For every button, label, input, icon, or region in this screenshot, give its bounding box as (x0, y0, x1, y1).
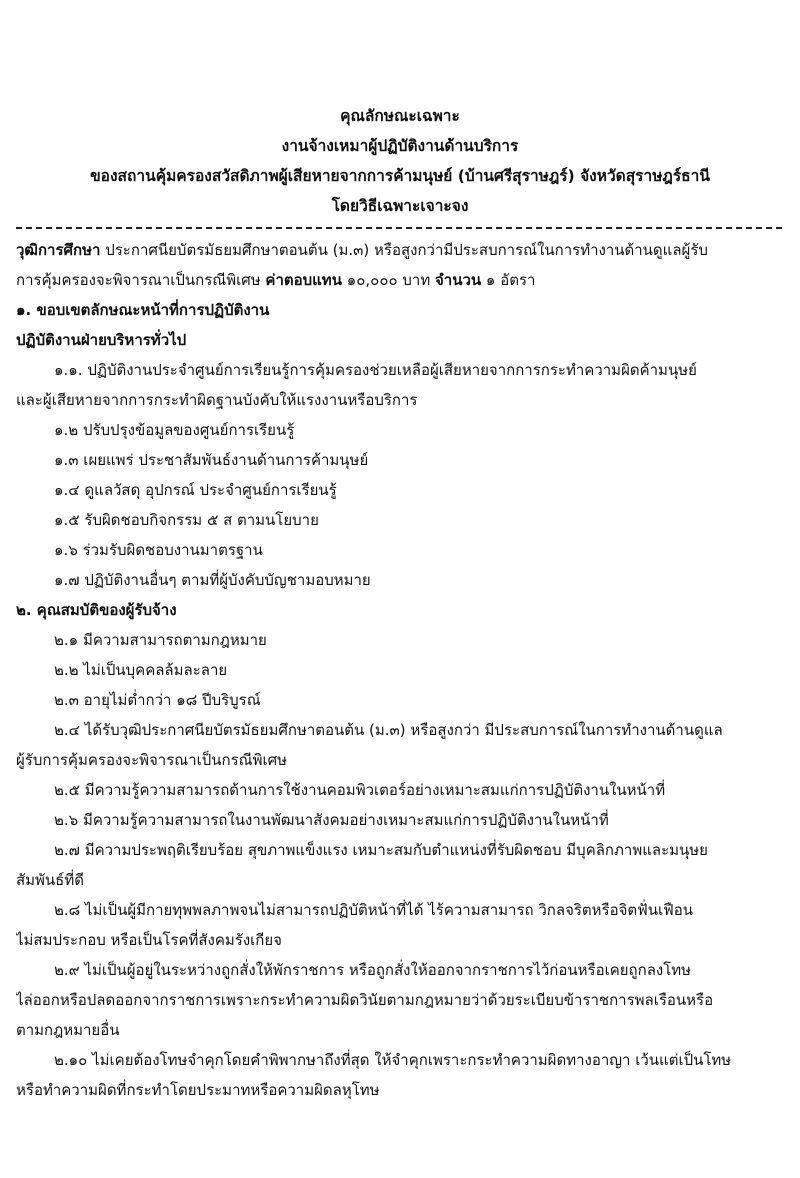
qualification-text: ประกาศนียบัตรมัธยมศึกษาตอนต้น (ม.๓) หรือสูงกว่ามีประสบการณ์ในการทำงานด้านดูแลผู้รับ (100, 241, 708, 259)
pay-value: ๑๐,๐๐๐ บาท (341, 271, 435, 289)
section2-title: ๒. คุณสมบัติของผู้รับจ้าง (16, 601, 177, 619)
qualification-item-cont: ไล่ออกหรือปลดออกจากราชการเพราะกระทำความผิดวินัยตามกฎหมายว่าด้วยระเบียบข้าราชการพลเรือนหรือ (16, 991, 714, 1009)
duty-item: ๑.๒ ปรับปรุงข้อมูลของศูนย์การเรียนรู้ (54, 421, 295, 439)
qualification-item: ๒.๒ ไม่เป็นบุคคลล้มละลาย (54, 661, 228, 679)
duty-item: ๑.๕ รับผิดชอบกิจกรรม ๕ ส ตามนโยบาย (54, 511, 319, 529)
doc-subtitle-agency: ของสถานคุ้มครองสวัสดิภาพผู้เสียหายจากการค้ามนุษย์ (บ้านศรีสุราษฎร์) จังหวัดสุราษฎร์ธานี (90, 167, 710, 185)
duty-item-cont: และผู้เสียหายจากการกระทำผิดฐานบังคับให้แรงงานหรือบริการ (16, 391, 418, 409)
qualification-item-cont: หรือทำความผิดที่กระทำโดยประมาทหรือความผิดลหุโทษ (16, 1081, 380, 1099)
doc-title: คุณลักษณะเฉพาะ (340, 107, 460, 125)
qualification-item: ๒.๔ ได้รับวุฒิประกาศนียบัตรมัธยมศึกษาตอนต้น (ม.๓) หรือสูงกว่า มีประสบการณ์ในการทำงานด้านดูแล (54, 721, 723, 739)
duty-item: ๑.๓ เผยแพร่ ประชาสัมพันธ์งานด้านการค้ามนุษย์ (54, 451, 369, 469)
qualification-item-cont: ไม่สมประกอบ หรือเป็นโรคที่สังคมรังเกียจ (16, 931, 282, 949)
qualification-item: ๒.๗ มีความประพฤติเรียบร้อย สุขภาพแข็งแรง เหมาะสมกับตำแหน่งที่รับผิดชอบ มีบุคลิกภาพและมนุษย (54, 841, 708, 859)
special-case-text: การคุ้มครองจะพิจารณาเป็นกรณีพิเศษ (16, 271, 266, 289)
section1-title: ๑. ขอบเขตลักษณะหน้าที่การปฏิบัติงาน (16, 301, 270, 319)
pay-label: ค่าตอบแทน (265, 271, 342, 289)
qualification-item-cont: ผู้รับการคุ้มครองจะพิจารณาเป็นกรณีพิเศษ (16, 751, 287, 769)
count-value: ๑ อัตรา (481, 271, 536, 289)
qualification-label: วุฒิการศึกษา (16, 241, 101, 259)
qualification-item: ๒.๙ ไม่เป็นผู้อยู่ในระหว่างถูกสั่งให้พักราชการ หรือถูกสั่งให้ออกจากราชการไว้ก่อนหรือเคยถูกลงโทษ (54, 961, 692, 979)
qualification-item-cont: สัมพันธ์ที่ดี (16, 871, 84, 889)
qualification-line (16, 235, 784, 265)
doc-subtitle-job: งานจ้างเหมาผู้ปฏิบัติงานด้านบริการ (281, 137, 519, 155)
duty-item: ๑.๖ ร่วมรับผิดชอบงานมาตรฐาน (54, 541, 263, 559)
qualification-item: ๒.๘ ไม่เป็นผู้มีกายทุพพลภาพจนไม่สามารถปฏิบัติหน้าที่ได้ ไร้ความสามารถ วิกลจริตหรือจิตฟั่นเฟือน (54, 901, 694, 919)
doc-subtitle-method: โดยวิธีเฉพาะเจาะจง (331, 197, 469, 215)
compensation-line (16, 265, 784, 295)
duty-item: ๑.๗ ปฏิบัติงานอื่นๆ ตามที่ผู้บังคับบัญชามอบหมาย (54, 571, 371, 589)
qualification-item: ๒.๖ มีความรู้ความสามารถในงานพัฒนาสังคมอย่างเหมาะสมแก่การปฏิบัติงานในหน้าที่ (54, 811, 609, 829)
duty-item: ๑.๔ ดูแลวัสดุ อุปกรณ์ ประจำศูนย์การเรียนรู้ (54, 481, 337, 499)
qualification-item: ๒.๑๐ ไม่เคยต้องโทษจำคุกโดยคำพิพากษาถึงที่สุด ให้จำคุกเพราะกระทำความผิดทางอาญา เว้นแต่เป็นโทษ (54, 1051, 732, 1069)
count-label: จำนวน (435, 271, 482, 289)
qualification-item: ๒.๓ อายุไม่ต่ำกว่า ๑๘ ปีบริบูรณ์ (54, 691, 261, 709)
qualification-item-cont: ตามกฎหมายอื่น (16, 1021, 120, 1039)
duty-item: ๑.๑. ปฏิบัติงานประจำศูนย์การเรียนรู้การคุ้มครองช่วยเหลือผู้เสียหายจากการกระทำความผิดค้ามนุษย์ (54, 361, 697, 379)
qualification-item: ๒.๑ มีความสามารถตามกฎหมาย (54, 631, 267, 649)
section1-subtitle: ปฏิบัติงานฝ่ายบริหารทั่วไป (16, 331, 187, 349)
qualification-item: ๒.๕ มีความรู้ความสามารถด้านการใช้งานคอมพิวเตอร์อย่างเหมาะสมแก่การปฏิบัติงานในหน้าที่ (54, 781, 666, 799)
dashed-divider (16, 227, 782, 229)
